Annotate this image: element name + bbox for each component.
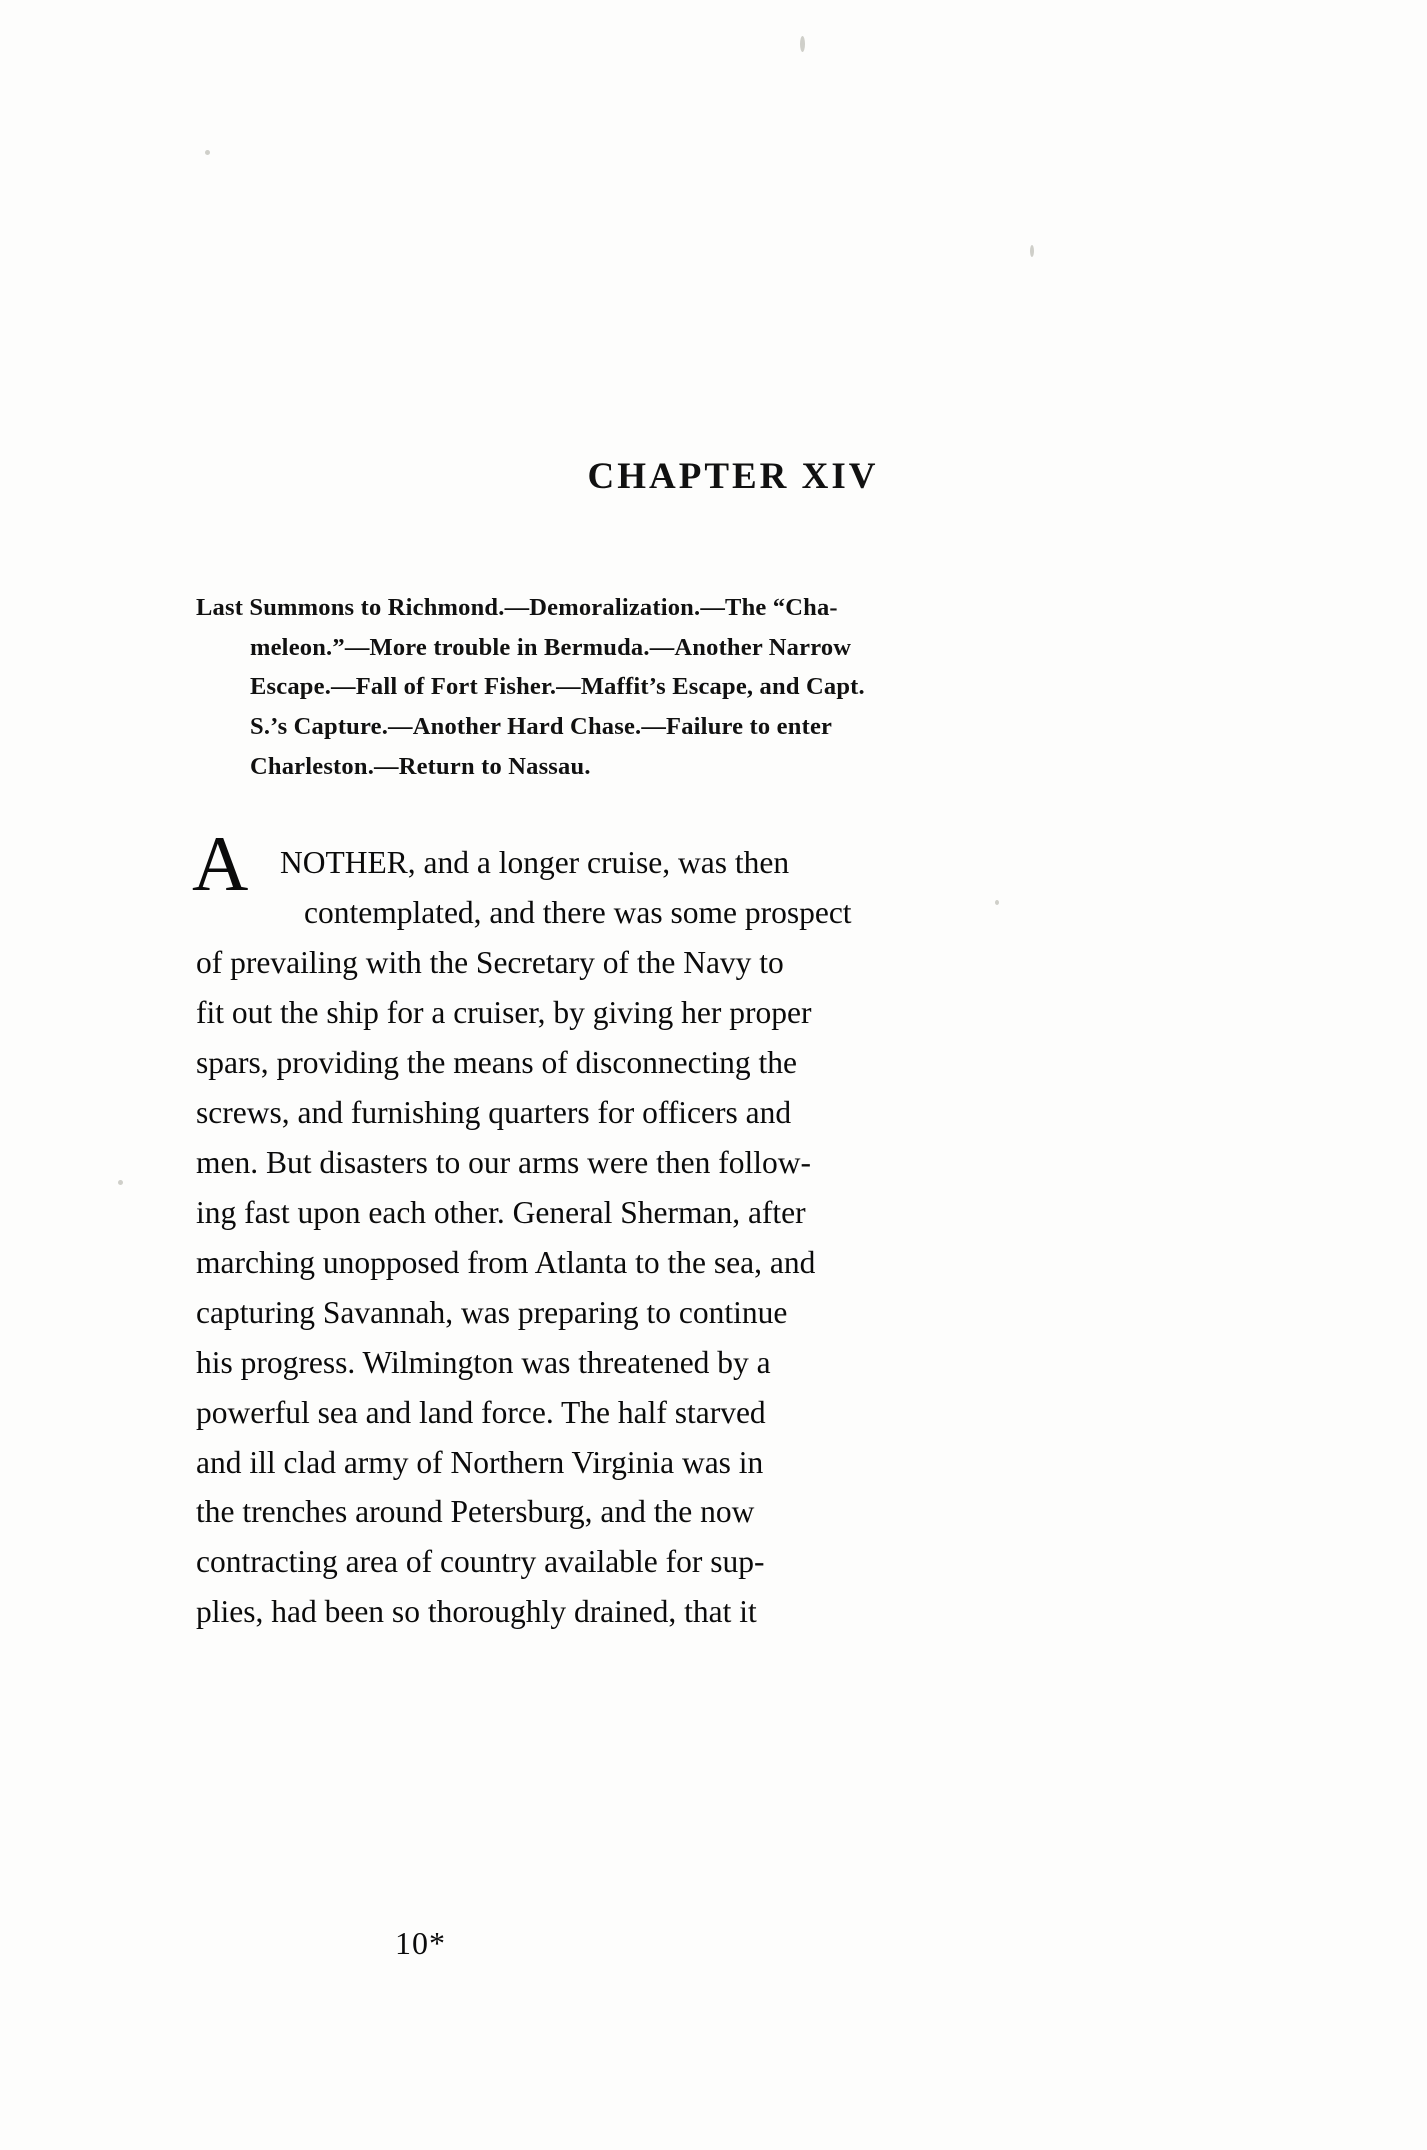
body-line: men. But disasters to our arms were then follow- <box>196 1144 811 1180</box>
chapter-title: CHAPTER XIV <box>587 456 879 497</box>
body-line: marching unopposed from Atlanta to the sea, and <box>196 1244 816 1280</box>
drop-cap: A <box>192 820 249 908</box>
body-line: fit out the ship for a cruiser, by giving her proper <box>196 995 812 1031</box>
synopsis-line: Last Summons to Richmond.—Demoralization.—The “Cha- <box>196 594 838 621</box>
body-line: plies, had been so thoroughly drained, that it <box>196 1594 757 1630</box>
page-speck <box>205 150 210 155</box>
synopsis-line: Charleston.—Return to Nassau. <box>250 752 591 780</box>
body-line: ing fast upon each other. General Sherman, after <box>196 1194 806 1230</box>
page-content <box>192 455 1246 1637</box>
synopsis-line: S.’s Capture.—Another Hard Chase.—Failure to enter <box>250 713 833 741</box>
page-folio: 10* <box>395 1925 446 1961</box>
chapter-synopsis <box>196 588 1246 786</box>
page-speck <box>118 1180 123 1185</box>
page-speck <box>800 36 805 52</box>
body-text <box>192 820 1246 1637</box>
synopsis-line: meleon.”—More trouble in Bermuda.—Another Narrow <box>250 633 852 661</box>
body-line: powerful sea and land force. The half starved <box>196 1394 766 1430</box>
body-line: capturing Savannah, was preparing to continue <box>196 1294 788 1330</box>
synopsis-line: Escape.—Fall of Fort Fisher.—Maffit’s Escape, and Capt. <box>250 673 865 701</box>
body-line: of prevailing with the Secretary of the Navy to <box>196 945 784 981</box>
body-line: contracting area of country available for sup- <box>196 1544 765 1580</box>
body-line: the trenches around Petersburg, and the now <box>196 1494 755 1530</box>
page-speck <box>1030 245 1034 257</box>
body-line: screws, and furnishing quarters for officers and <box>196 1095 792 1131</box>
body-line: spars, providing the means of disconnecting the <box>196 1045 797 1081</box>
body-line: and ill clad army of Northern Virginia was in <box>196 1444 764 1480</box>
body-line: contemplated, and there was some prospect <box>304 895 852 931</box>
body-line: his progress. Wilmington was threatened by a <box>196 1344 771 1380</box>
body-line: NOTHER, and a longer cruise, was then <box>280 845 790 881</box>
